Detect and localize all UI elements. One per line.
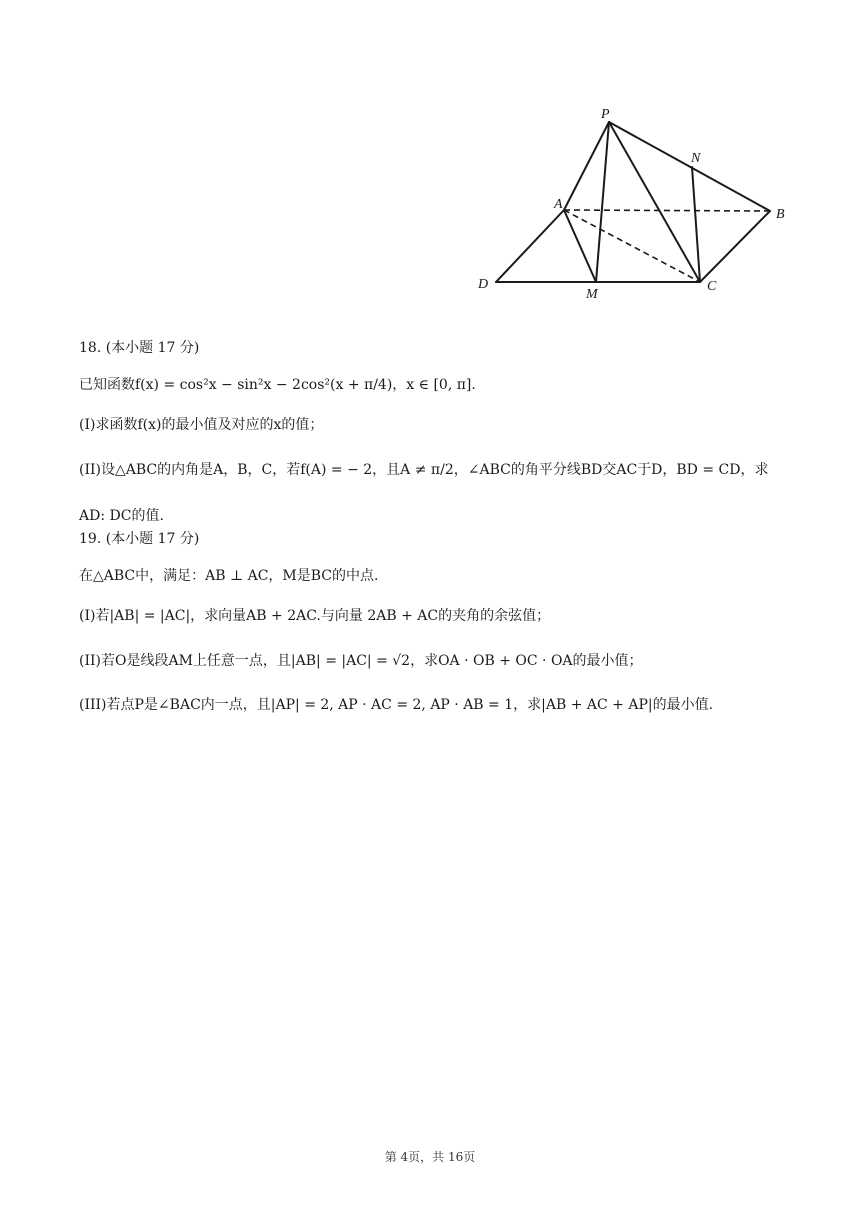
geometry-figure [470,100,800,310]
label-D: D [478,277,489,292]
edge-BC [700,211,770,282]
label-A: A [554,197,563,212]
label-N: N [691,151,701,166]
q18-header: 18. (本小题 17 分) [79,340,200,356]
edge-PM [596,122,609,282]
edge-AM [564,210,596,282]
page-footer: 第 4页，共 16页 [384,1150,476,1164]
edge-PB [609,122,770,211]
q18-part2: (II)设△ABC的内角是A，B，C，若f(A) = − 2，且A ≠ π/2，∠ABC的角平分线BD交AC于D，BD = CD，求AD: DC的值. [79,462,769,524]
edge-DA [496,210,564,282]
label-M: M [586,287,598,302]
q19-header: 19. (本小题 17 分) [79,531,200,547]
label-P: P [601,107,610,122]
label-B: B [776,207,785,222]
q19-part1: (I)若|AB| = |AC|，求向量AB + 2AC.与向量 2AB + AC的夹角的余弦值； [79,608,551,624]
edge-AB-dashed [564,210,770,211]
pyramid-diagram [470,100,800,310]
q18-part1: (I)求函数f(x)的最小值及对应的x的值； [79,417,324,433]
q19-part3: (III)若点P是∠BAC内一点，且|AP| = 2, AP · AC = 2, AP · AB = 1，求|AB + AC + AP|的最小值. [79,697,714,713]
q19-part2: (II)若O是线段AM上任意一点，且|AB| = |AC| = √2，求OA · OB + OC · OA的最小值； [79,653,643,669]
edge-NC [692,167,700,282]
q19-stem: 在△ABC中，满足：AB ⊥ AC，M是BC的中点. [79,568,379,584]
label-C: C [707,279,717,294]
q18-stem: 已知函数f(x) = cos²x − sin²x − 2cos²(x + π/4)，x ∈ [0, π]. [79,377,476,393]
